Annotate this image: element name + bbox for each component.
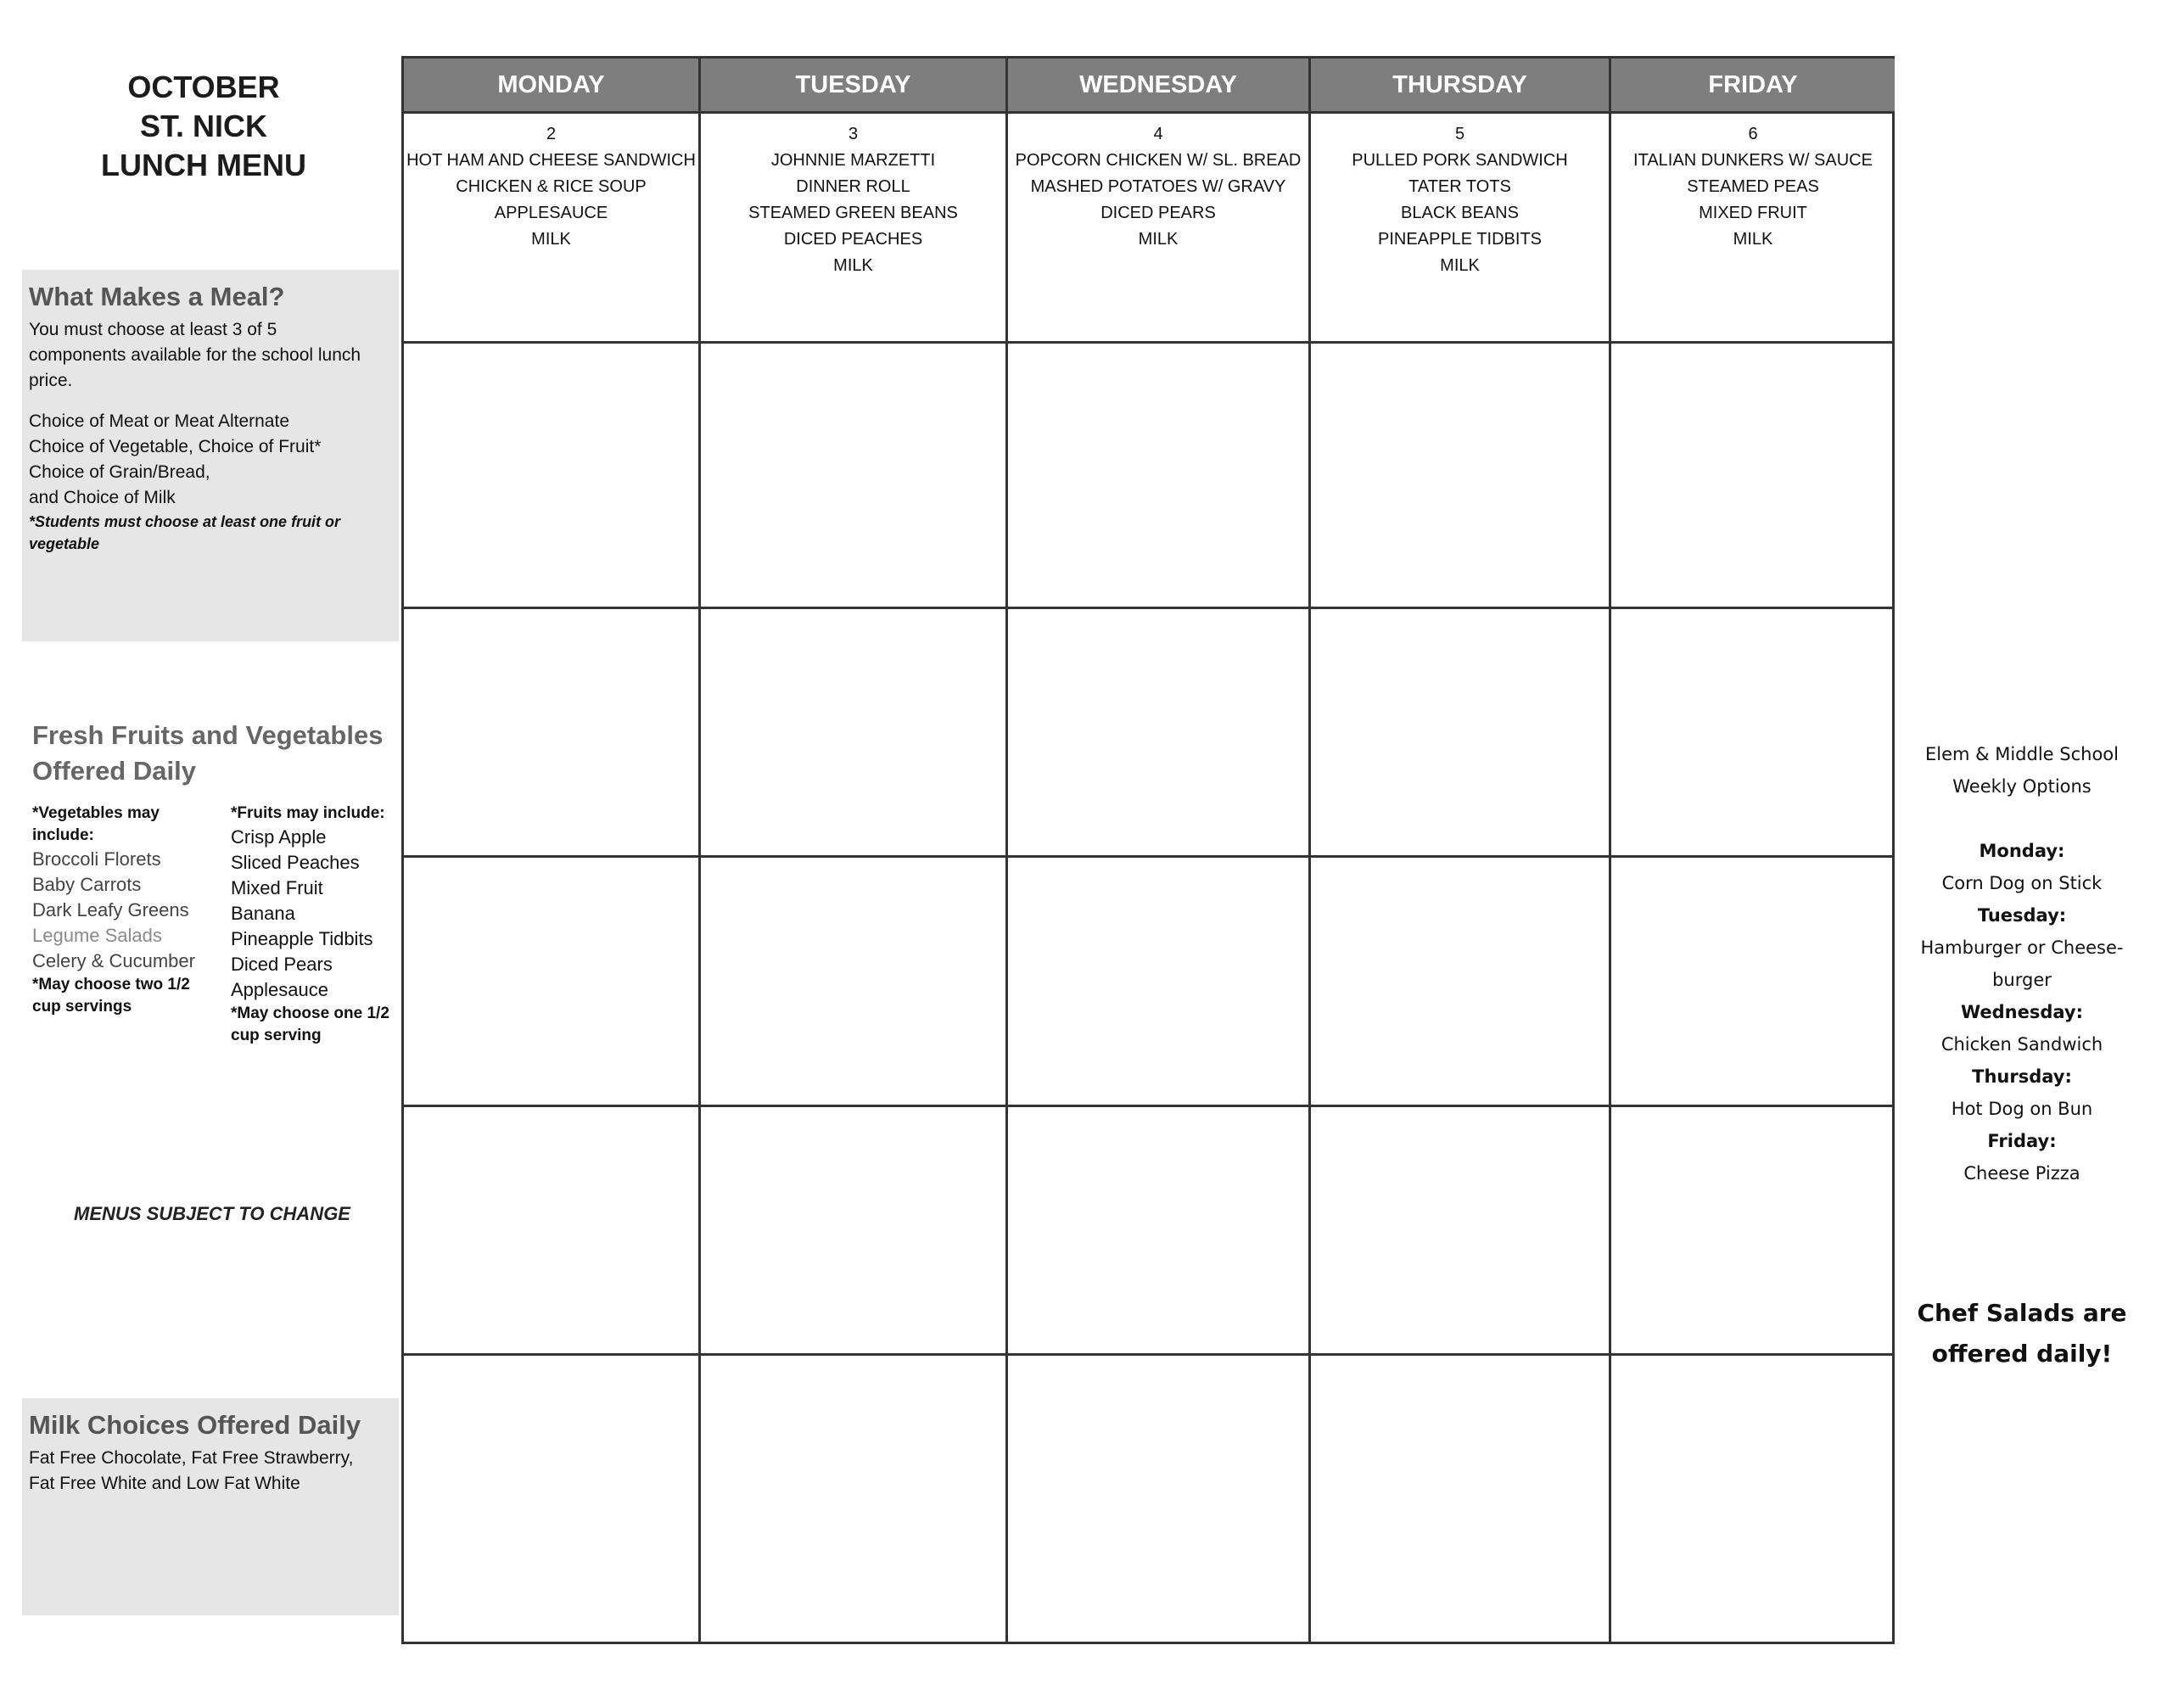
weekly-day-option: Hamburger or Cheese- [1920, 937, 2124, 958]
weekly-day-option: burger [1992, 970, 2052, 990]
chef-salad-notice [1894, 1293, 2150, 1374]
grid-line [404, 1105, 1892, 1107]
title-line: OCTOBER [127, 70, 280, 104]
fruit-item: Crisp Apple [231, 826, 327, 848]
fruit-item: Applesauce [231, 979, 328, 1000]
meal-info-panel [22, 270, 399, 641]
menu-item: BLACK BEANS [1401, 204, 1519, 222]
meal-choice: Choice of Vegetable, Choice of Fruit* [29, 437, 322, 456]
weekly-day-label: Friday: [1987, 1131, 2057, 1151]
vegetables-header-line: *Vegetables may [32, 804, 160, 822]
menu-item: STEAMED PEAS [1687, 177, 1819, 196]
meal-intro [29, 317, 392, 394]
meal-intro-line: You must choose at least 3 of 5 [29, 320, 277, 339]
grid-line [404, 111, 1892, 114]
day-header-wednesday: WEDNESDAY [1008, 59, 1311, 111]
meal-choice: Choice of Meat or Meat Alternate [29, 411, 289, 431]
menu-item: PINEAPPLE TIDBITS [1377, 230, 1543, 249]
meal-panel-heading: What Makes a Meal? [29, 282, 285, 311]
chef-salad-line: Chef Salads are [1917, 1299, 2127, 1327]
menu-item: DICED PEARS [1100, 204, 1216, 222]
milk-text-line: Fat Free Chocolate, Fat Free Strawberry, [29, 1448, 354, 1468]
title-line: LUNCH MENU [101, 148, 306, 182]
weekly-day-option: Hot Dog on Bun [1951, 1099, 2093, 1119]
vegetable-item: Dark Leafy Greens [32, 899, 189, 921]
day-header-thursday: THURSDAY [1311, 59, 1611, 111]
title-line: ST. NICK [139, 109, 267, 143]
menu-cell-tuesday [701, 121, 1005, 279]
meal-choices [29, 409, 392, 511]
grid-line [1005, 59, 1008, 1642]
fresh-heading-line: Fresh Fruits and Vegetables [32, 720, 384, 750]
menu-item: APPLESAUCE [494, 204, 608, 222]
menu-item: MILK [531, 230, 571, 249]
fruit-item: Pineapple Tidbits [231, 928, 373, 949]
milk-panel-heading: Milk Choices Offered Daily [29, 1410, 361, 1440]
fruit-item: Diced Pears [231, 954, 333, 975]
day-number: 5 [1454, 125, 1465, 143]
grid-line [404, 855, 1892, 858]
fruit-item: Banana [231, 903, 295, 924]
weekly-day-label: Monday: [1979, 841, 2065, 861]
vegetable-item: Celery & Cucumber [32, 950, 195, 971]
fruits-header: *Fruits may include: [231, 804, 385, 822]
menu-item: DINNER ROLL [796, 177, 910, 196]
menu-item: HOT HAM AND CHEESE SANDWICH [406, 151, 696, 170]
day-number: 2 [546, 125, 557, 143]
vegetable-item: Legume Salads [32, 925, 162, 946]
fruits-note-line: *May choose one 1/2 [231, 1004, 389, 1022]
vegetable-item: Broccoli Florets [32, 848, 161, 870]
day-header-tuesday: TUESDAY [701, 59, 1008, 111]
grid-line [404, 607, 1892, 609]
menu-item: MILK [1440, 256, 1480, 275]
weekly-options [1894, 738, 2150, 1189]
weekly-day-option: Cheese Pizza [1963, 1163, 2080, 1184]
menu-item: JOHNNIE MARZETTI [770, 151, 936, 170]
meal-choice: and Choice of Milk [29, 488, 176, 507]
weekly-day-label: Wednesday: [1960, 1002, 2084, 1022]
menu-item: MIXED FRUIT [1699, 204, 1807, 222]
menu-cell-thursday [1311, 121, 1609, 279]
spacer [1894, 803, 2150, 835]
fruit-item: Mixed Fruit [231, 877, 323, 898]
menu-disclaimer: MENUS SUBJECT TO CHANGE [74, 1203, 350, 1224]
day-number: 3 [848, 125, 859, 143]
menu-item: MILK [1733, 230, 1773, 249]
fruits-column [231, 803, 400, 1047]
milk-info-panel [22, 1398, 399, 1615]
menu-item: STEAMED GREEN BEANS [748, 204, 958, 222]
grid-line [404, 1353, 1892, 1356]
menu-item: TATER TOTS [1408, 177, 1511, 196]
grid-line [404, 341, 1892, 344]
day-header-monday: MONDAY [404, 59, 701, 111]
fruits-note-line: cup serving [231, 1027, 322, 1044]
fruit-item: Sliced Peaches [231, 852, 360, 873]
grid-line [1308, 59, 1311, 1642]
vegetables-column [32, 803, 227, 1018]
menu-item: MILK [1138, 230, 1179, 249]
fresh-heading-line: Offered Daily [32, 756, 196, 786]
grid-line [1609, 59, 1611, 1642]
day-number: 6 [1748, 125, 1758, 143]
vegetables-note-line: *May choose two 1/2 [32, 976, 190, 993]
calendar-grid [401, 56, 1895, 1644]
weekly-title-line: Elem & Middle School [1925, 744, 2119, 764]
menu-item: POPCORN CHICKEN W/ SL. BREAD [1015, 151, 1302, 170]
menu-title [51, 68, 356, 185]
weekly-day-label: Thursday: [1972, 1066, 2072, 1087]
day-header-friday: FRIDAY [1611, 59, 1895, 111]
meal-note [29, 511, 392, 555]
vegetables-note-line: cup servings [32, 998, 132, 1016]
menu-item: MILK [833, 256, 873, 275]
vegetables-header-line: include: [32, 826, 94, 844]
menu-item: PULLED PORK SANDWICH [1352, 151, 1568, 170]
grid-line [698, 59, 701, 1642]
meal-intro-line: components available for the school lunch [29, 345, 361, 365]
fresh-produce-section [32, 718, 397, 1044]
weekly-day-option: Corn Dog on Stick [1941, 873, 2103, 893]
meal-intro-line: price. [29, 371, 73, 390]
menu-item: DICED PEACHES [783, 230, 923, 249]
menu-cell-friday [1611, 121, 1895, 253]
menu-item: ITALIAN DUNKERS W/ SAUCE [1633, 151, 1873, 170]
chef-salad-line: offered daily! [1931, 1340, 2113, 1368]
menu-item: CHICKEN & RICE SOUP [456, 177, 647, 196]
menu-cell-monday [404, 121, 698, 253]
weekly-day-option: Chicken Sandwich [1940, 1034, 2103, 1055]
menu-cell-wednesday [1008, 121, 1308, 253]
meal-note-line: vegetable [29, 535, 100, 552]
menu-item: MASHED POTATOES W/ GRAVY [1030, 177, 1286, 196]
weekly-title-line: Weekly Options [1952, 776, 2092, 797]
vegetable-item: Baby Carrots [32, 874, 142, 895]
day-number: 4 [1153, 125, 1163, 143]
meal-choice: Choice of Grain/Bread, [29, 462, 210, 482]
weekly-day-label: Tuesday: [1977, 905, 2067, 926]
milk-text-line: Fat Free White and Low Fat White [29, 1474, 300, 1493]
meal-note-line: *Students must choose at least one fruit or [29, 513, 341, 530]
